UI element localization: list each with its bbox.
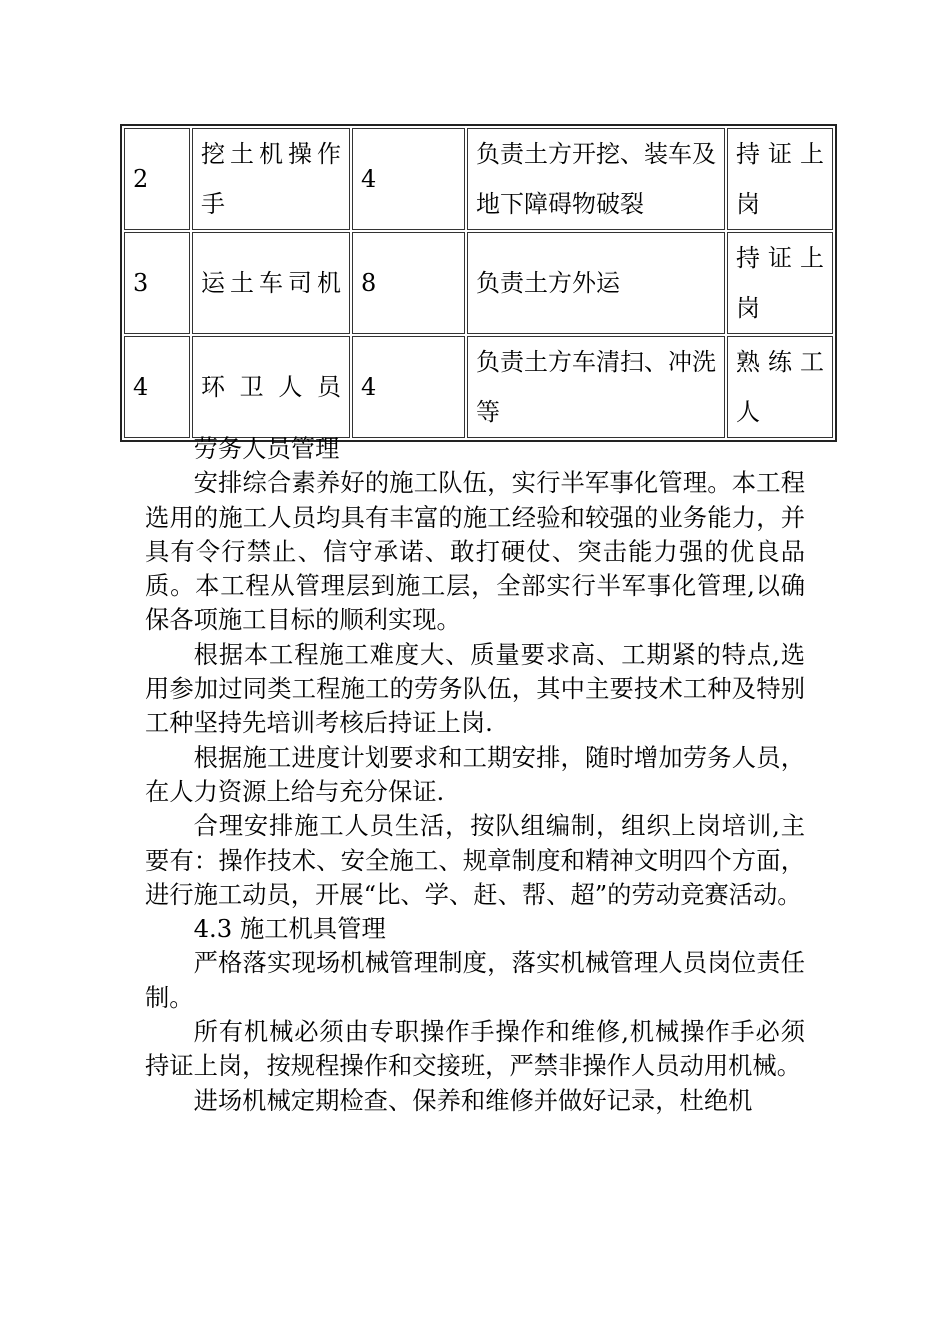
cell-count: 4	[352, 336, 465, 438]
cell-duty-line: 负责土方外运	[476, 269, 620, 297]
cell-requirement-line: 熟练工	[736, 348, 824, 376]
cell-number: 4	[124, 336, 190, 438]
cell-number: 2	[124, 128, 190, 230]
cell-role	[192, 232, 350, 334]
cell-role	[192, 336, 350, 438]
staff-table-body	[124, 128, 833, 438]
cell-role-line: 挖土机操作	[201, 140, 341, 168]
section-heading-labor: 劳务人员管理	[193, 434, 340, 463]
staff-table	[120, 124, 837, 442]
cell-requirement-line: 持证上	[736, 244, 824, 272]
cell-duty	[467, 232, 725, 334]
cell-duty-line: 负责土方开挖、装车	[476, 140, 692, 168]
cell-requirement-line: 人	[736, 398, 760, 426]
cell-count: 4	[352, 128, 465, 230]
paragraph: 根据本工程施工难度大、质量要求高、工期紧的特点,选用参加过同类工程施工的劳务队伍，其中主要技术工种及特别工种坚持先培训考核后持证上岗.	[145, 639, 805, 738]
body-text	[145, 432, 805, 1118]
table-row	[124, 128, 833, 230]
paragraph: 所有机械必须由专职操作手操作和维修,机械操作手必须持证上岗，按规程操作和交接班，严禁非操作人员动用机械。	[145, 1017, 805, 1081]
cell-number: 3	[124, 232, 190, 334]
cell-requirement	[727, 232, 833, 334]
paragraph: 严格落实现场机械管理制度，落实机械管理人员岗位责任制。	[145, 948, 805, 1012]
cell-requirement-line: 岗	[736, 294, 760, 322]
cell-role-line: 环卫人员	[201, 373, 341, 401]
cell-count: 8	[352, 232, 465, 334]
table-row	[124, 336, 833, 438]
section-heading-machinery: 4.3 施工机具管理	[193, 914, 386, 944]
cell-role-line: 手	[201, 190, 225, 218]
cell-duty-line: 负责土方车清扫、冲	[476, 348, 692, 376]
table-row	[124, 232, 833, 334]
cell-role	[192, 128, 350, 230]
cell-requirement-line: 持证上	[736, 140, 824, 168]
paragraph: 根据施工进度计划要求和工期安排，随时增加劳务人员，在人力资源上给与充分保证.	[145, 742, 805, 806]
cell-duty	[467, 128, 725, 230]
cell-requirement-line: 岗	[736, 190, 760, 218]
cell-duty-line: 洗等	[476, 348, 716, 426]
paragraph: 进场机械定期检查、保养和维修并做好记录，杜绝机	[193, 1085, 753, 1115]
paragraph: 安排综合素养好的施工队伍，实行半军事化管理。本工程选用的施工人员均具有丰富的施工经验和较强的业务能力，并具有令行禁止、信守承诺、敢打硬仗、突击能力强的优良品质。本工程从管理层到施工层，全部实行半军事化管理,以确保各项施工目标的顺利实现。	[145, 468, 805, 635]
paragraph: 合理安排施工人员生活，按队组编制，组织上岗培训,主要有：操作技术、安全施工、规章制度和精神文明四个方面，进行施工动员，开展“比、学、赶、帮、超”的劳动竞赛活动。	[145, 811, 805, 909]
cell-duty	[467, 336, 725, 438]
cell-requirement	[727, 128, 833, 230]
cell-role-line: 运土车司机	[201, 269, 341, 297]
cell-duty-line: 及地下障碍物破裂	[476, 140, 716, 218]
cell-requirement	[727, 336, 833, 438]
